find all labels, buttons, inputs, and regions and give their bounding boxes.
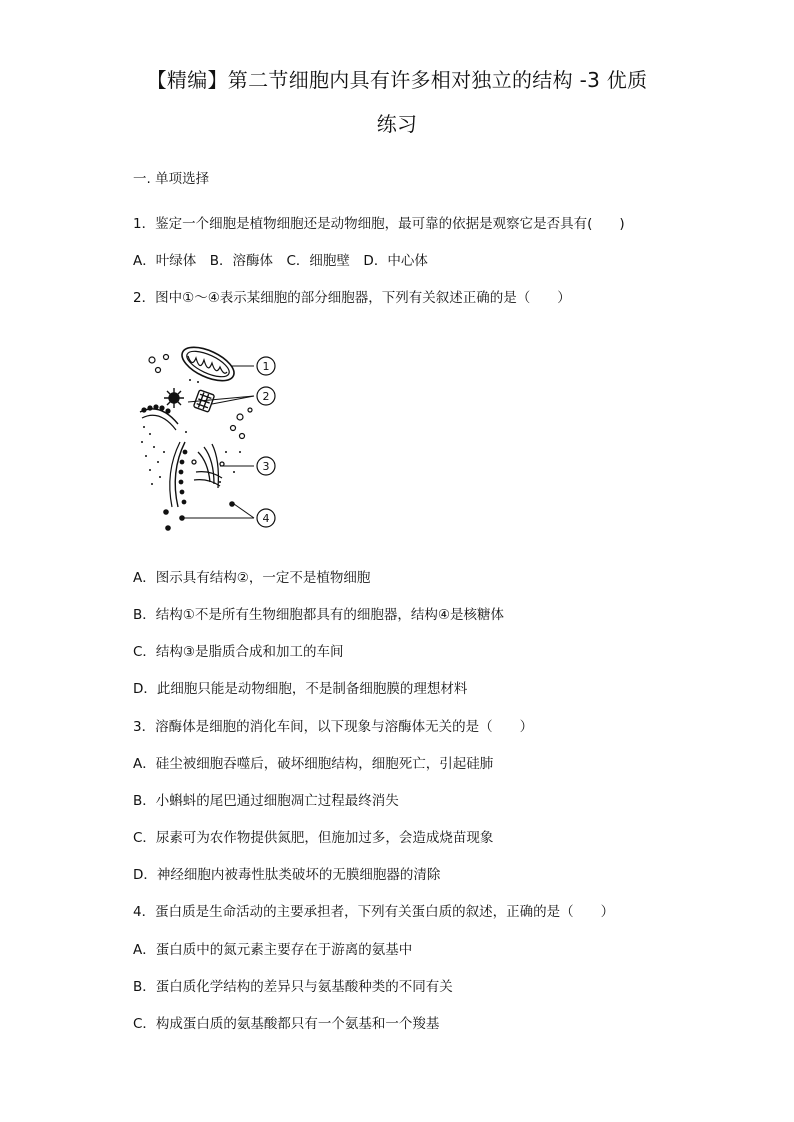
question-2-option-d: D．此细胞只能是动物细胞，不是制备细胞膜的理想材料 — [133, 681, 468, 697]
free-ribosomes-figure — [163, 501, 235, 531]
question-2-option-b: B．结构①不是所有生物细胞都具有的细胞器，结构④是核糖体 — [133, 607, 504, 623]
question-4-stem: 4．蛋白质是生命活动的主要承担者，下列有关蛋白质的叙述，正确的是（ ） — [133, 904, 615, 920]
cell-organelle-diagram — [130, 332, 290, 532]
leader-lines — [184, 366, 254, 518]
question-1-stem: 1．鉴定一个细胞是植物细胞还是动物细胞，最可靠的依据是观察它是否具有( ) — [133, 216, 625, 232]
question-4-option-c: C．构成蛋白质的氨基酸都只有一个氨基和一个羧基 — [133, 1016, 440, 1032]
mitochondrion-figure — [177, 340, 239, 387]
question-4-option-b: B．蛋白质化学结构的差异只与氨基酸种类的不同有关 — [133, 979, 453, 995]
section-heading: 一. 单项选择 — [133, 171, 210, 187]
question-2-option-c: C．结构③是脂质合成和加工的车间 — [133, 644, 344, 660]
question-4-option-a: A．蛋白质中的氮元素主要存在于游离的氨基中 — [133, 942, 413, 958]
question-2-option-a: A．图示具有结构②，一定不是植物细胞 — [133, 570, 371, 586]
vesicles-figure — [149, 355, 252, 439]
document-title-line-2: 练习 — [376, 112, 418, 136]
question-3-option-c: C．尿素可为农作物提供氮肥，但施加过多，会造成烧苗现象 — [133, 830, 494, 846]
ribosome-dots-figure — [141, 379, 241, 485]
document-title-line-1: 【精编】第二节细胞内具有许多相对独立的结构 -3 优质 — [146, 68, 648, 92]
figure-label-1: 1 — [262, 360, 270, 373]
figure-label-3: 3 — [262, 460, 270, 473]
question-1-options: A．叶绿体 B．溶酶体 C．细胞壁 D．中心体 — [133, 253, 428, 269]
question-3-option-a: A．硅尘被细胞吞噬后，破坏细胞结构，细胞死亡，引起硅肺 — [133, 756, 494, 772]
question-3-option-b: B．小蝌蚪的尾巴通过细胞凋亡过程最终消失 — [133, 793, 399, 809]
question-3-option-d: D．神经细胞内被毒性肽类破坏的无膜细胞器的清除 — [133, 867, 441, 883]
golgi-figure — [192, 444, 224, 488]
figure-labels — [257, 357, 275, 527]
membrane-figure — [140, 405, 187, 507]
question-3-stem: 3．溶酶体是细胞的消化车间，以下现象与溶酶体无关的是（ ） — [133, 719, 534, 735]
figure-label-4: 4 — [262, 512, 270, 525]
figure-label-2: 2 — [262, 390, 270, 403]
question-2-stem: 2．图中①～④表示某细胞的部分细胞器，下列有关叙述正确的是（ ） — [133, 290, 571, 306]
